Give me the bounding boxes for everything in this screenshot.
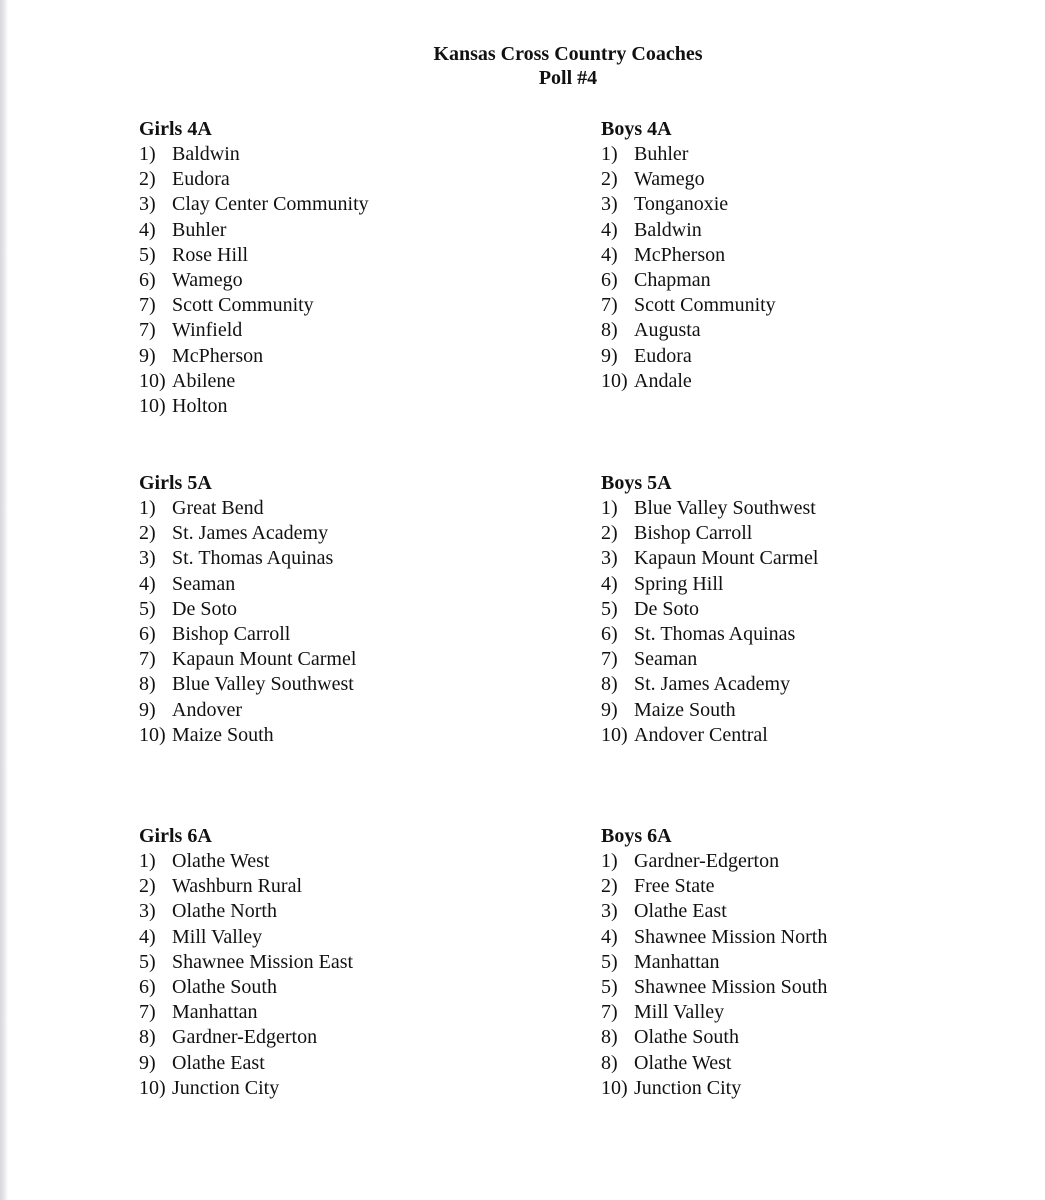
ranking-row	[139, 975, 353, 1000]
ranking-row	[601, 672, 818, 697]
ranking-row	[139, 496, 356, 521]
rank-number: 3)	[601, 547, 618, 570]
section-heading: Girls 4A	[139, 118, 212, 140]
team-name: Gardner-Edgerton	[172, 1026, 318, 1049]
team-name: Rose Hill	[172, 243, 249, 266]
team-name: Olathe East	[172, 1051, 265, 1074]
section-heading: Boys 4A	[601, 118, 672, 140]
ranking-row	[601, 622, 818, 647]
rank-number: 10)	[601, 723, 628, 746]
team-name: Mill Valley	[634, 1001, 725, 1024]
rank-number: 10)	[601, 1076, 628, 1099]
section-heading: Girls 6A	[139, 825, 212, 847]
team-name: Shawnee Mission South	[634, 975, 828, 998]
team-name: Maize South	[172, 723, 274, 746]
ranking-row	[139, 1025, 353, 1050]
team-name: St. Thomas Aquinas	[172, 547, 334, 570]
rank-number: 7)	[601, 1001, 618, 1024]
team-name: De Soto	[634, 597, 699, 620]
rank-number: 4)	[601, 925, 618, 948]
rank-number: 5)	[601, 950, 618, 973]
ranking-list	[139, 496, 356, 748]
rank-number: 5)	[601, 975, 618, 998]
team-name: Junction City	[172, 1076, 280, 1099]
rank-number: 1)	[139, 850, 156, 872]
ranking-row	[139, 243, 369, 268]
rank-number: 4)	[139, 218, 156, 241]
ranking-row	[601, 192, 776, 217]
team-name: St. Thomas Aquinas	[634, 622, 796, 645]
ranking-row	[139, 268, 369, 293]
rank-number: 10)	[139, 394, 166, 417]
ranking-row	[139, 622, 356, 647]
team-name: Shawnee Mission North	[634, 925, 828, 948]
ranking-row	[601, 899, 827, 924]
ranking-row	[139, 167, 369, 192]
ranking-row	[139, 344, 369, 369]
rank-number: 7)	[139, 319, 156, 342]
team-name: Free State	[634, 875, 715, 898]
team-name: Buhler	[172, 218, 227, 241]
rank-number: 8)	[601, 319, 618, 342]
ranking-row	[139, 1000, 353, 1025]
team-name: Wamego	[634, 168, 705, 191]
ranking-row	[601, 521, 818, 546]
rank-number: 6)	[139, 622, 156, 645]
ranking-row	[601, 698, 818, 723]
rank-number: 3)	[139, 193, 156, 216]
ranking-row	[139, 293, 369, 318]
rank-number: 4)	[139, 572, 156, 595]
ranking-row	[601, 167, 776, 192]
team-name: Eudora	[172, 168, 230, 191]
ranking-row	[601, 849, 827, 874]
team-name: Bishop Carroll	[172, 622, 291, 645]
ranking-row	[139, 647, 356, 672]
rank-number: 5)	[139, 950, 156, 973]
team-name: Great Bend	[172, 497, 264, 519]
section-heading: Girls 5A	[139, 472, 212, 494]
ranking-list	[601, 142, 776, 394]
team-name: Olathe East	[634, 900, 727, 923]
section-girls-4a	[139, 117, 369, 419]
ranking-row	[139, 318, 369, 343]
section-boys-4a	[601, 117, 776, 394]
ranking-row	[601, 369, 776, 394]
ranking-row	[601, 318, 776, 343]
team-name: Gardner-Edgerton	[634, 850, 780, 872]
ranking-row	[139, 950, 353, 975]
rank-number: 8)	[139, 1026, 156, 1049]
team-name: Scott Community	[634, 294, 776, 317]
ranking-row	[139, 1076, 353, 1101]
ranking-row	[139, 874, 353, 899]
ranking-row	[601, 597, 818, 622]
rank-number: 9)	[601, 344, 618, 367]
ranking-row	[139, 849, 353, 874]
team-name: Augusta	[634, 319, 701, 342]
rank-number: 2)	[601, 522, 618, 545]
ranking-row	[139, 546, 356, 571]
document-subtitle: Poll #4	[538, 67, 598, 89]
team-name: Eudora	[634, 344, 692, 367]
ranking-row	[139, 142, 369, 167]
team-name: Abilene	[172, 369, 236, 392]
rank-number: 7)	[601, 294, 618, 317]
ranking-list	[139, 849, 353, 1101]
rank-number: 6)	[139, 975, 156, 998]
rank-number: 7)	[139, 1001, 156, 1024]
team-name: Olathe West	[172, 850, 270, 872]
team-name: Shawnee Mission East	[172, 950, 354, 973]
ranking-row	[139, 899, 353, 924]
team-name: McPherson	[172, 344, 264, 367]
rank-number: 7)	[139, 294, 156, 317]
team-name: De Soto	[172, 597, 237, 620]
rank-number: 8)	[601, 1051, 618, 1074]
team-name: Washburn Rural	[172, 875, 303, 898]
rank-number: 1)	[139, 143, 156, 165]
ranking-row	[139, 698, 356, 723]
team-name: Maize South	[634, 698, 736, 721]
page-left-edge	[0, 0, 8, 1200]
ranking-row	[601, 975, 827, 1000]
team-name: Tonganoxie	[634, 193, 729, 216]
team-name: Manhattan	[172, 1001, 258, 1024]
ranking-row	[601, 344, 776, 369]
team-name: Spring Hill	[634, 572, 724, 595]
rank-number: 10)	[139, 723, 166, 746]
team-name: Olathe South	[634, 1026, 739, 1049]
team-name: Olathe North	[172, 900, 277, 923]
team-name: Holton	[172, 394, 228, 417]
ranking-row	[139, 925, 353, 950]
rank-number: 3)	[139, 900, 156, 923]
ranking-row	[601, 925, 827, 950]
ranking-row	[139, 572, 356, 597]
ranking-row	[601, 572, 818, 597]
ranking-row	[139, 192, 369, 217]
section-heading: Boys 5A	[601, 472, 672, 494]
ranking-row	[601, 218, 776, 243]
team-name: Wamego	[172, 268, 243, 291]
ranking-list	[601, 496, 818, 748]
document-title: Kansas Cross Country Coaches	[433, 43, 703, 65]
team-name: Baldwin	[172, 143, 240, 165]
team-name: Andale	[634, 369, 692, 392]
ranking-row	[601, 546, 818, 571]
ranking-row	[139, 723, 356, 748]
ranking-list	[601, 849, 827, 1101]
team-name: Buhler	[634, 143, 689, 165]
rank-number: 9)	[601, 698, 618, 721]
team-name: Andover	[172, 698, 242, 721]
ranking-row	[139, 394, 369, 419]
rank-number: 2)	[139, 168, 156, 191]
team-name: St. James Academy	[172, 522, 329, 545]
team-name: Seaman	[634, 648, 698, 671]
rank-number: 6)	[601, 622, 618, 645]
team-name: Seaman	[172, 572, 236, 595]
team-name: Olathe South	[172, 975, 277, 998]
rank-number: 1)	[139, 497, 156, 519]
ranking-row	[601, 142, 776, 167]
ranking-row	[139, 218, 369, 243]
rank-number: 10)	[139, 369, 166, 392]
ranking-row	[139, 369, 369, 394]
team-name: Blue Valley Southwest	[634, 497, 816, 519]
section-boys-6a	[601, 824, 827, 1101]
ranking-row	[139, 1051, 353, 1076]
rank-number: 3)	[601, 193, 618, 216]
rank-number: 4)	[601, 243, 618, 266]
team-name: Baldwin	[634, 218, 702, 241]
team-name: Andover Central	[634, 723, 768, 746]
rank-number: 7)	[139, 648, 156, 671]
team-name: Blue Valley Southwest	[172, 673, 354, 696]
rank-number: 9)	[139, 698, 156, 721]
ranking-list	[139, 142, 369, 419]
ranking-row	[601, 1000, 827, 1025]
ranking-row	[601, 293, 776, 318]
team-name: Manhattan	[634, 950, 720, 973]
team-name: Kapaun Mount Carmel	[634, 547, 819, 570]
team-name: Winfield	[172, 319, 243, 342]
team-name: Kapaun Mount Carmel	[172, 648, 357, 671]
team-name: Scott Community	[172, 294, 314, 317]
section-girls-5a	[139, 471, 356, 748]
ranking-row	[601, 647, 818, 672]
rank-number: 8)	[139, 673, 156, 696]
rank-number: 1)	[601, 143, 618, 165]
rank-number: 6)	[139, 268, 156, 291]
section-boys-5a	[601, 471, 818, 748]
rank-number: 2)	[139, 522, 156, 545]
rank-number: 2)	[601, 875, 618, 898]
rank-number: 2)	[601, 168, 618, 191]
rank-number: 4)	[139, 925, 156, 948]
ranking-row	[601, 1051, 827, 1076]
ranking-row	[139, 672, 356, 697]
team-name: St. James Academy	[634, 673, 791, 696]
rank-number: 5)	[139, 597, 156, 620]
team-name: Bishop Carroll	[634, 522, 753, 545]
ranking-row	[601, 950, 827, 975]
rank-number: 10)	[139, 1076, 166, 1099]
rank-number: 2)	[139, 875, 156, 898]
rank-number: 7)	[601, 648, 618, 671]
ranking-row	[601, 1076, 827, 1101]
rank-number: 4)	[601, 572, 618, 595]
team-name: Chapman	[634, 268, 711, 291]
rank-number: 3)	[601, 900, 618, 923]
rank-number: 8)	[601, 673, 618, 696]
team-name: Mill Valley	[172, 925, 263, 948]
team-name: Clay Center Community	[172, 193, 369, 216]
rank-number: 9)	[139, 1051, 156, 1074]
team-name: McPherson	[634, 243, 726, 266]
ranking-row	[601, 1025, 827, 1050]
rank-number: 9)	[139, 344, 156, 367]
ranking-row	[601, 496, 818, 521]
ranking-row	[139, 597, 356, 622]
ranking-row	[601, 243, 776, 268]
ranking-row	[601, 268, 776, 293]
section-girls-6a	[139, 824, 353, 1101]
team-name: Junction City	[634, 1076, 742, 1099]
rank-number: 4)	[601, 218, 618, 241]
ranking-row	[139, 521, 356, 546]
ranking-row	[601, 874, 827, 899]
rank-number: 1)	[601, 850, 618, 872]
rank-number: 10)	[601, 369, 628, 392]
rank-number: 1)	[601, 497, 618, 519]
rank-number: 3)	[139, 547, 156, 570]
rank-number: 6)	[601, 268, 618, 291]
section-heading: Boys 6A	[601, 825, 672, 847]
team-name: Olathe West	[634, 1051, 732, 1074]
rank-number: 5)	[601, 597, 618, 620]
rank-number: 5)	[139, 243, 156, 266]
rank-number: 8)	[601, 1026, 618, 1049]
ranking-row	[601, 723, 818, 748]
